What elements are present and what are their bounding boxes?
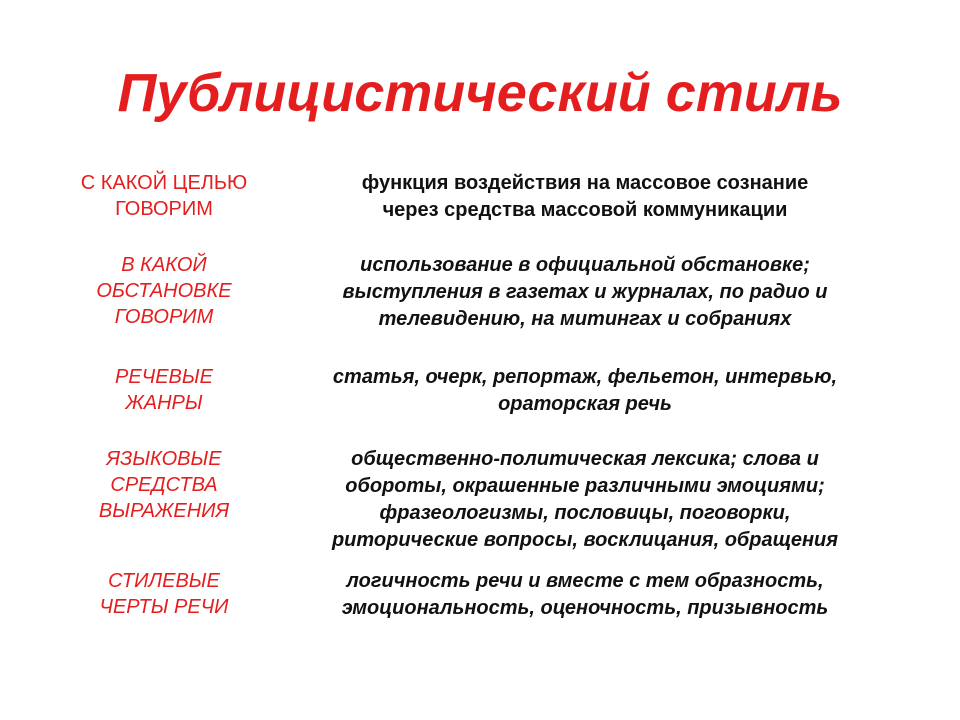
table-row-purpose [66,170,908,252]
style-table [66,170,908,628]
row-value-style-features: логичность речи и вместе с тем образность, эмоциональность, оценочность, призывность [341,570,829,619]
table-row-language-means [66,446,908,568]
row-label-language-means: ЯЗЫКОВЫЕ СРЕДСТВА ВЫРАЖЕНИЯ [98,448,230,522]
row-label-purpose: С КАКОЙ ЦЕЛЬЮ ГОВОРИМ [80,172,248,220]
row-label-setting: В КАКОЙ ОБСТАНОВКЕ ГОВОРИМ [96,254,232,328]
row-value-purpose: функция воздействия на массовое сознание через средства массовой коммуникации [361,172,809,221]
row-value-language-means: общественно-политическая лексика; слова и обороты, окрашенные различными эмоциями; фразеологизмы, пословицы, поговорки, риторические вопросы, восклицания, обращения [331,448,839,551]
row-value-genres: статья, очерк, репортаж, фельетон, интервью, ораторская речь [332,366,838,415]
row-label-genres: РЕЧЕВЫЕ ЖАНРЫ [115,366,213,414]
row-value-setting: использование в официальной обстановке; выступления в газетах и журналах, по радио и телевидению, на митингах и собраниях [342,254,828,330]
slide-title: Публицистический стиль [117,63,843,123]
table-row-setting [66,252,908,364]
row-label-style-features: СТИЛЕВЫЕ ЧЕРТЫ РЕЧИ [99,570,229,618]
table-row-genres [66,364,908,446]
table-row-style-features [66,568,908,628]
